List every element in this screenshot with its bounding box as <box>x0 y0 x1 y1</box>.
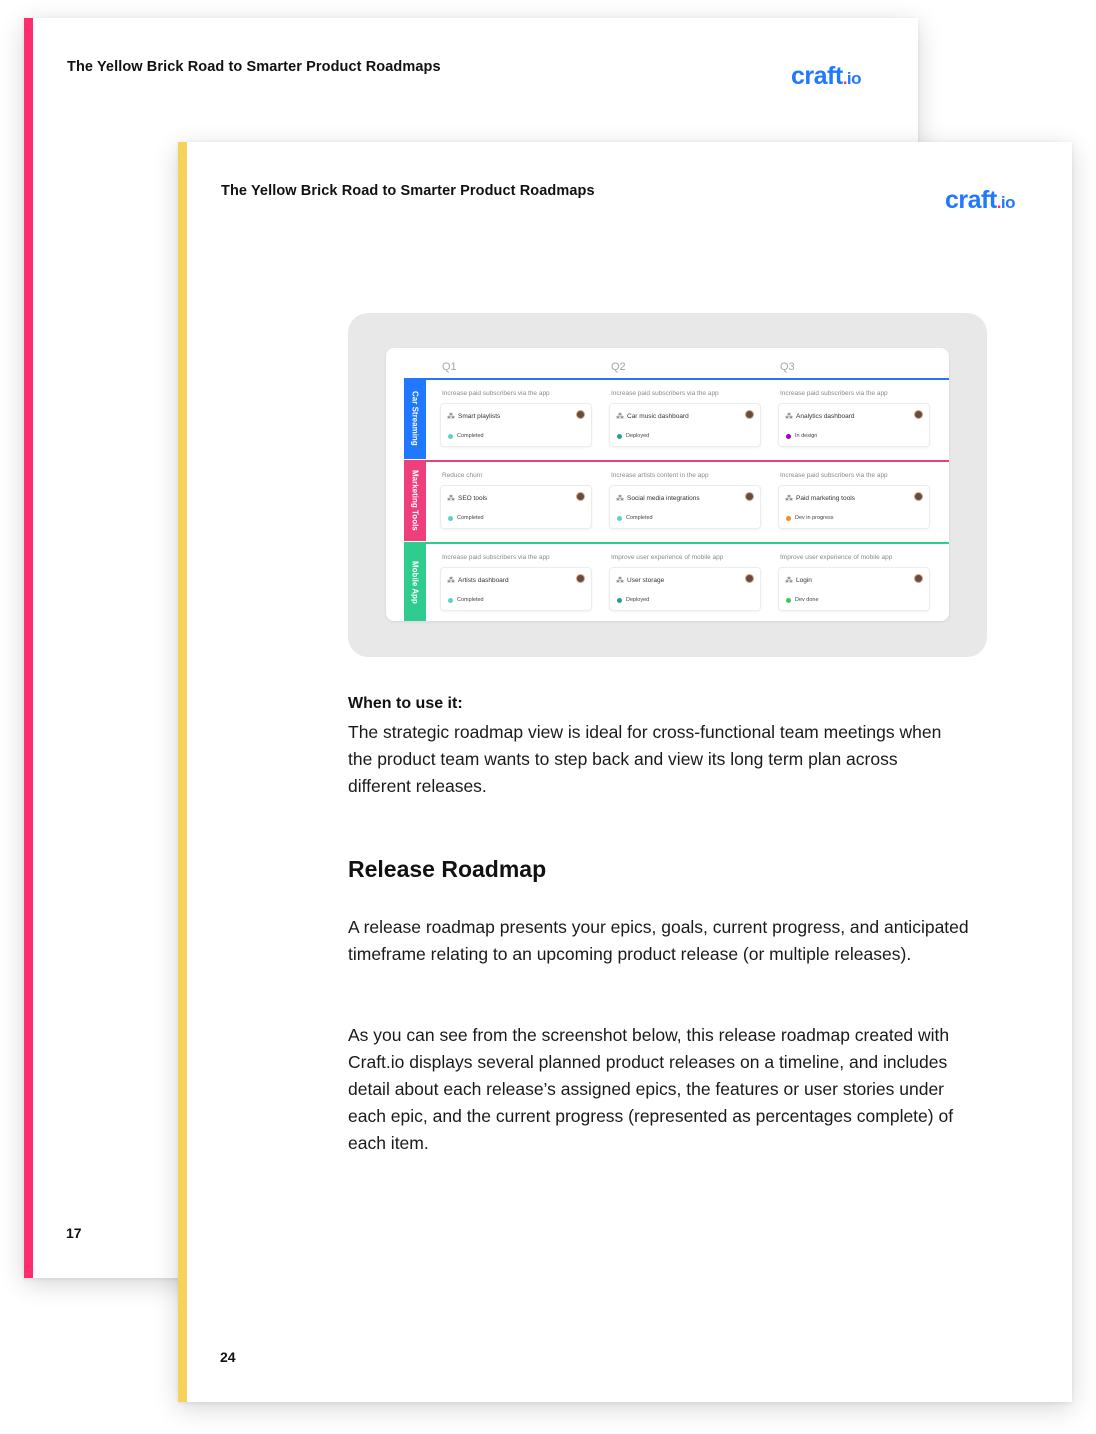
epic-title: Car music dashboard <box>627 413 689 420</box>
status-label: Completed <box>457 515 484 521</box>
epic-icon: ⁂ <box>785 494 793 503</box>
status-dot-icon <box>617 434 622 439</box>
avatar <box>745 574 754 583</box>
when-to-use-label: When to use it: <box>348 695 463 712</box>
craft-logo: craft.io <box>791 62 862 90</box>
epic-icon: ⁂ <box>447 494 455 503</box>
roadmap-cell <box>595 460 765 541</box>
status-dot-icon <box>448 516 453 521</box>
epic-icon: ⁂ <box>785 412 793 421</box>
epic-icon: ⁂ <box>447 576 455 585</box>
avatar <box>576 410 585 419</box>
craft-logo: craft.io <box>945 186 1016 214</box>
avatar <box>576 574 585 583</box>
roadmap-cell <box>764 542 934 621</box>
lane-name: Car Streaming <box>410 391 420 446</box>
epic-title: Login <box>796 577 812 584</box>
lane-name: Mobile App <box>410 561 420 604</box>
epic-card[interactable] <box>609 403 761 447</box>
goal-label: Increase paid subscribers via the app <box>780 472 888 479</box>
page-number: 17 <box>66 1225 82 1241</box>
epic-title: Artists dashboard <box>458 577 509 584</box>
lane-label[interactable] <box>404 460 426 541</box>
page-accent-stripe <box>178 142 187 1402</box>
header-title: The Yellow Brick Road to Smarter Product Roadmaps <box>221 183 595 199</box>
header-title: The Yellow Brick Road to Smarter Product Roadmaps <box>67 59 441 75</box>
goal-label: Improve user experience of mobile app <box>611 554 724 561</box>
status-label: Dev in progress <box>795 515 834 521</box>
avatar <box>914 410 923 419</box>
epic-title: SEO tools <box>458 495 488 502</box>
goal-label: Increase paid subscribers via the app <box>442 554 550 561</box>
quarter-header-q1: Q1 <box>442 361 457 373</box>
lane-label[interactable] <box>404 378 426 459</box>
avatar <box>745 492 754 501</box>
epic-card[interactable] <box>609 567 761 611</box>
paragraph-1: A release roadmap presents your epics, goals, current progress, and anticipated timeframe relating to an upcoming product release (or multiple releases). <box>348 917 969 964</box>
lane-name: Marketing Tools <box>410 470 420 531</box>
epic-title: Paid marketing tools <box>796 495 855 502</box>
roadmap-cell <box>764 460 934 541</box>
status-dot-icon <box>786 516 791 521</box>
epic-title: Analytics dashboard <box>796 413 855 420</box>
goal-label: Reduce churn <box>442 472 483 479</box>
status-label: Deployed <box>626 597 650 603</box>
goal-label: Increase paid subscribers via the app <box>442 390 550 397</box>
goal-label: Increase paid subscribers via the app <box>780 390 888 397</box>
page-accent-stripe <box>24 18 33 1278</box>
status-label: Completed <box>457 433 484 439</box>
status-dot-icon <box>448 598 453 603</box>
status-label: Dev done <box>795 597 819 603</box>
section-title: Release Roadmap <box>348 856 547 882</box>
lane <box>404 542 949 621</box>
roadmap-cell <box>764 378 934 459</box>
page-number: 24 <box>220 1349 236 1365</box>
status-dot-icon <box>786 434 791 439</box>
roadmap-figure <box>348 313 987 657</box>
epic-icon: ⁂ <box>785 576 793 585</box>
epic-card[interactable] <box>778 403 930 447</box>
status-dot-icon <box>448 434 453 439</box>
status-dot-icon <box>786 598 791 603</box>
roadmap-screenshot <box>386 348 949 621</box>
lane-label[interactable] <box>404 542 426 621</box>
quarter-header-q2: Q2 <box>611 361 626 373</box>
roadmap-cell <box>426 460 596 541</box>
lane <box>404 378 949 459</box>
epic-card[interactable] <box>609 485 761 529</box>
roadmap-cell <box>595 542 765 621</box>
epic-icon: ⁂ <box>447 412 455 421</box>
front-page <box>178 142 1072 1402</box>
epic-title: Social media integrations <box>627 495 700 502</box>
avatar <box>745 410 754 419</box>
goal-label: Increase artists content in the app <box>611 472 709 479</box>
epic-title: User storage <box>627 577 665 584</box>
epic-card[interactable] <box>440 403 592 447</box>
epic-card[interactable] <box>440 567 592 611</box>
quarter-header-q3: Q3 <box>780 361 795 373</box>
epic-icon: ⁂ <box>616 412 624 421</box>
status-label: Completed <box>457 597 484 603</box>
lane <box>404 460 949 541</box>
when-to-use-text: The strategic roadmap view is ideal for cross-functional team meetings when the product team wants to step back and view its long term plan across different releases. <box>348 722 942 796</box>
epic-card[interactable] <box>778 485 930 529</box>
status-dot-icon <box>617 516 622 521</box>
avatar <box>914 492 923 501</box>
status-label: Deployed <box>626 433 650 439</box>
goal-label: Improve user experience of mobile app <box>780 554 893 561</box>
status-label: Completed <box>626 515 653 521</box>
paragraph-2: As you can see from the screenshot below, this release roadmap created with Craft.io displays several planned product releases on a timeline, and includes detail about each release’s assigned epics, the features or user stories under each epic, and the current progress (represented as percentages complete) of each item. <box>348 1025 954 1153</box>
epic-card[interactable] <box>778 567 930 611</box>
epic-card[interactable] <box>440 485 592 529</box>
roadmap-cell <box>595 378 765 459</box>
goal-label: Increase paid subscribers via the app <box>611 390 719 397</box>
epic-title: Smart playlists <box>458 413 501 420</box>
status-dot-icon <box>617 598 622 603</box>
avatar <box>576 492 585 501</box>
avatar <box>914 574 923 583</box>
epic-icon: ⁂ <box>616 576 624 585</box>
epic-icon: ⁂ <box>616 494 624 503</box>
roadmap-cell <box>426 542 596 621</box>
status-label: In design <box>795 433 818 439</box>
roadmap-cell <box>426 378 596 459</box>
